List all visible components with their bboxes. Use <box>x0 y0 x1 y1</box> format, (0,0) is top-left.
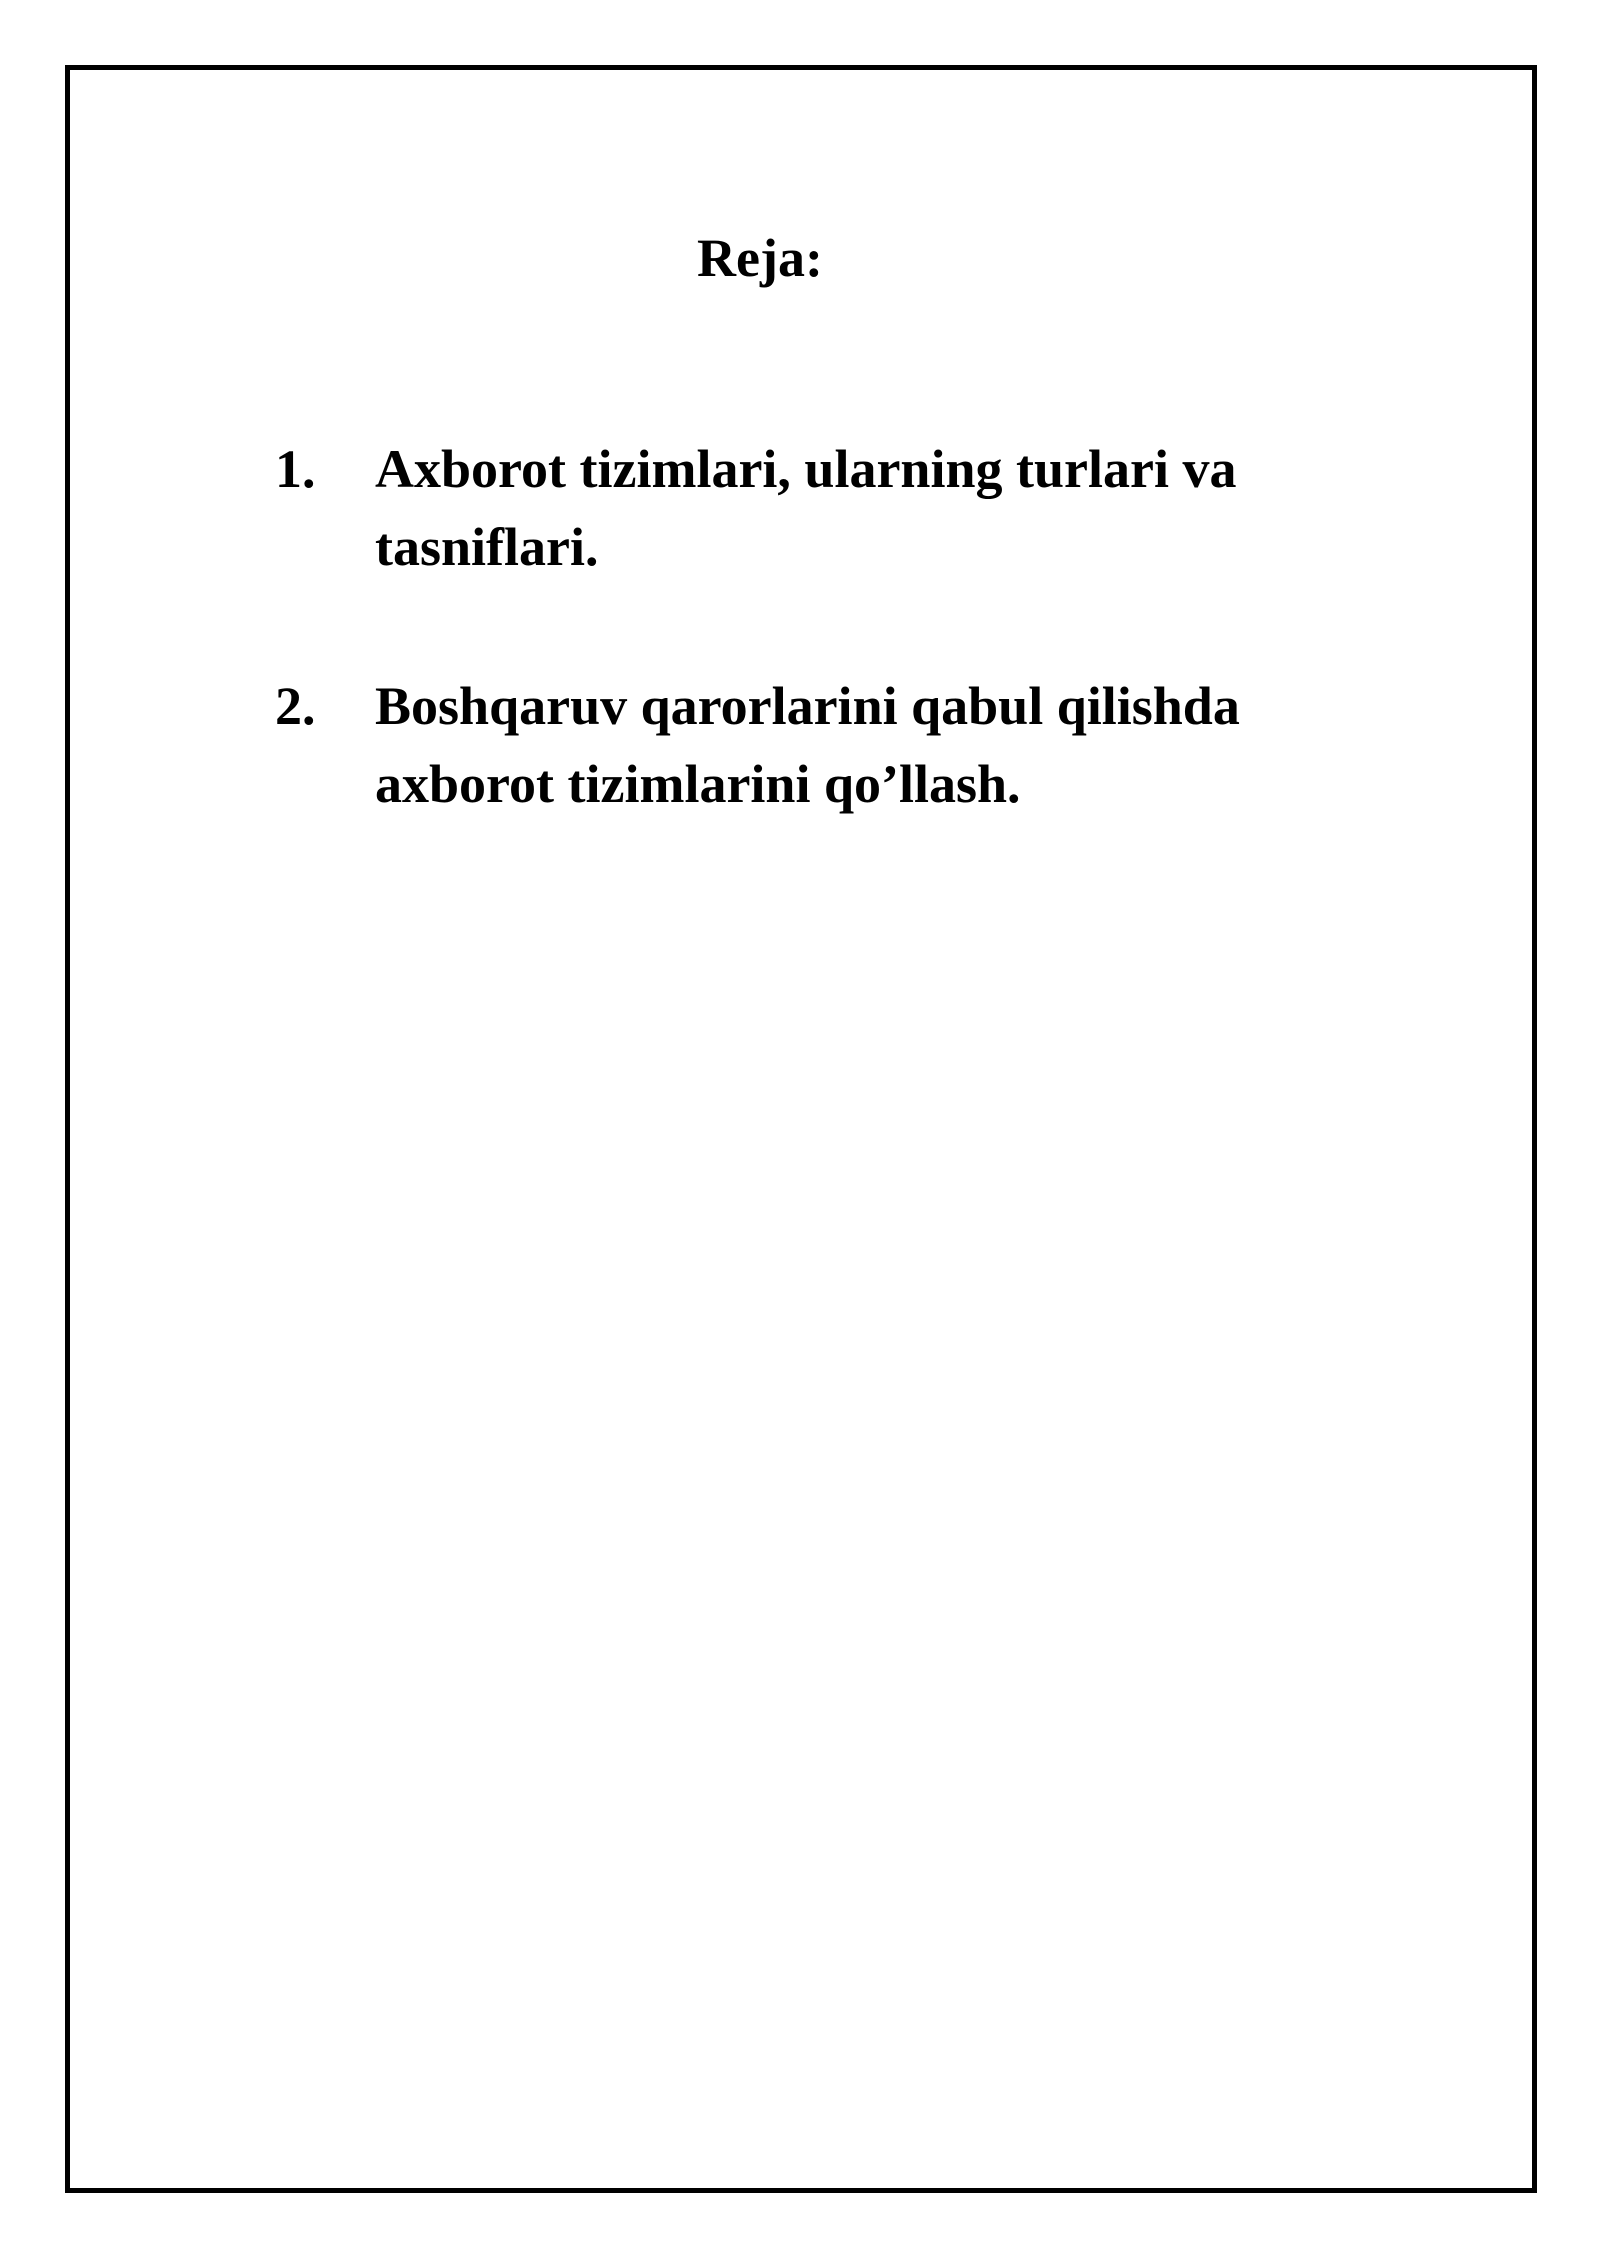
plan-item-text: Axborot tizimlari, ularning turlari va tasniflari. <box>375 439 1237 577</box>
plan-item <box>275 430 1385 586</box>
plan-item-number: 2. <box>275 676 316 736</box>
plan-list <box>275 430 1385 823</box>
plan-item-text: Boshqaruv qarorlarini qabul qilishda axborot tizimlarini qo’llash. <box>375 676 1240 814</box>
page-border <box>65 65 1537 2193</box>
page-title: Reja: <box>697 228 823 288</box>
plan-item-number: 1. <box>275 439 316 499</box>
plan-item <box>275 667 1385 823</box>
